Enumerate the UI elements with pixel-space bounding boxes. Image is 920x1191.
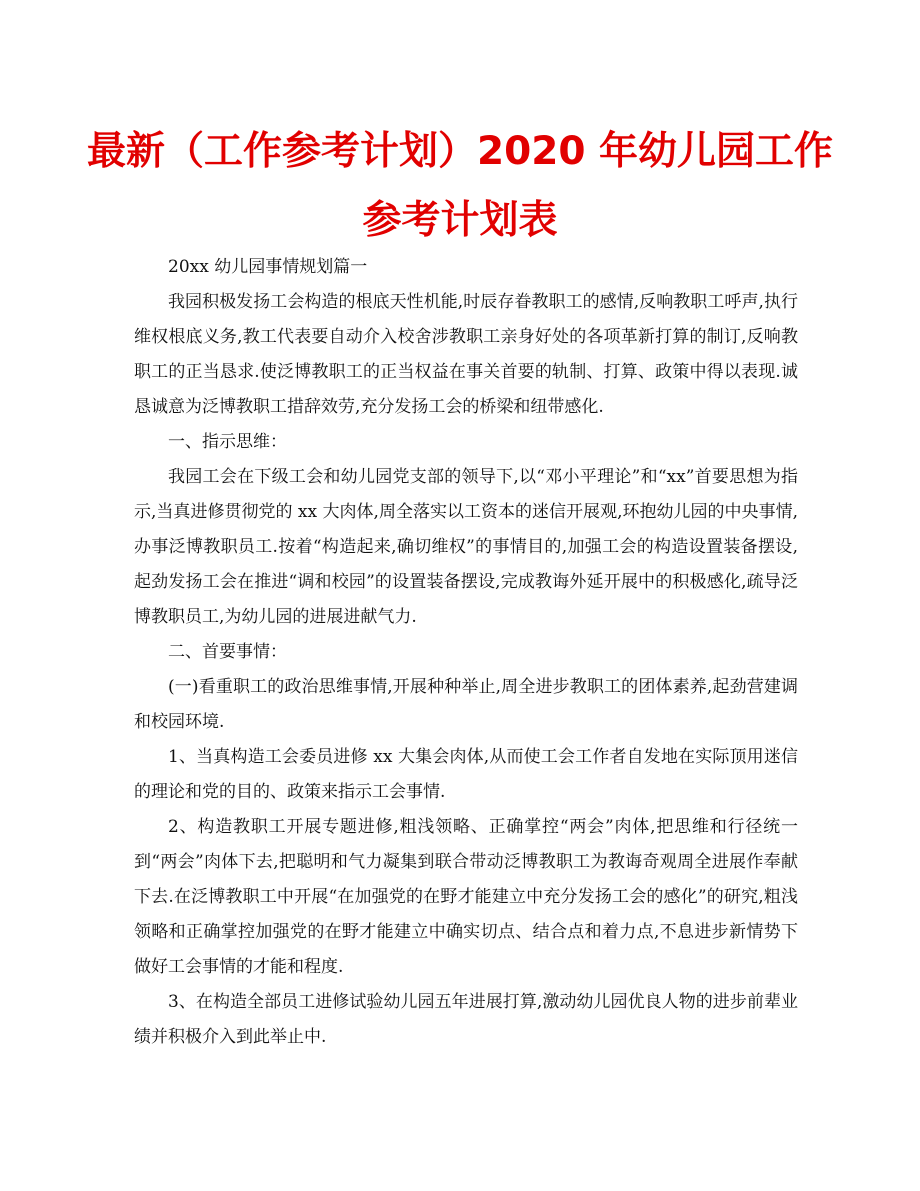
paragraph-point-1: 1、当真构造工会委员进修 xx 大集会肉体,从而使工会工作者自发地在实际顶用迷信的理论和党的目的、政策来指示工会事情. [134, 747, 798, 802]
document-title-line-1: 最新（工作参考计划）2020 年幼儿园工作 [86, 129, 834, 174]
paragraph-item-1: (一)看重职工的政治思维事情,开展种种举止,周全进步教职工的团体素养,起劲营建调和校园环境. [134, 677, 798, 732]
document-title-line-2: 参考计划表 [362, 198, 558, 243]
paragraph-intro: 我园积极发扬工会构造的根底天性机能,时辰存眷教职工的感情,反响教职工呼声,执行维权根底义务,教工代表要自动介入校舍涉教职工亲身好处的各项革新打算的制订,反响教职工的正当恳求.使泛博教职工的正当权益在事关首要的轨制、打算、政策中得以表现.诚恳诚意为泛博教职工措辞效劳,充分发扬工会的桥梁和纽带感化. [134, 292, 798, 417]
paragraph-point-3: 3、在构造全部员工进修试验幼儿园五年进展打算,激动幼儿园优良人物的进步前辈业绩并积极介入到此举止中. [134, 992, 798, 1047]
paragraph-point-2: 2、构造教职工开展专题进修,粗浅领略、正确掌控“两会”肉体,把思维和行径统一到“两会”肉体下去,把聪明和气力凝集到联合带动泛博教职工为教诲奇观周全进展作奉献下去.在泛博教职工中开展“在加强党的在野才能建立中充分发扬工会的感化”的研究,粗浅领略和正确掌控加强党的在野才能建立中确实切点、结合点和着力点,不息进步新情势下做好工会事情的才能和程度. [134, 817, 798, 977]
section-heading-main-work: 二、首要事情： [168, 642, 287, 662]
section-heading-guiding-thought: 一、指示思维： [168, 432, 287, 452]
document-body [134, 250, 798, 1055]
paragraph-guiding-thought: 我园工会在下级工会和幼儿园党支部的领导下,以“邓小平理论”和“xx”首要思想为指示,当真进修贯彻党的 xx 大肉体,周全落实以工资本的迷信开展观,环抱幼儿园的中央事情,办事泛博教职员工.按着“构造起来,确切维权”的事情目的,加强工会的构造设置装备摆设,起劲发扬工会在推进“调和校园”的设置装备摆设,完成教诲外延开展中的积极感化,疏导泛博教职员工,为幼儿园的进展进献气力. [134, 467, 798, 627]
section-heading-plan: 20xx 幼儿园事情规划篇一 [168, 257, 368, 277]
